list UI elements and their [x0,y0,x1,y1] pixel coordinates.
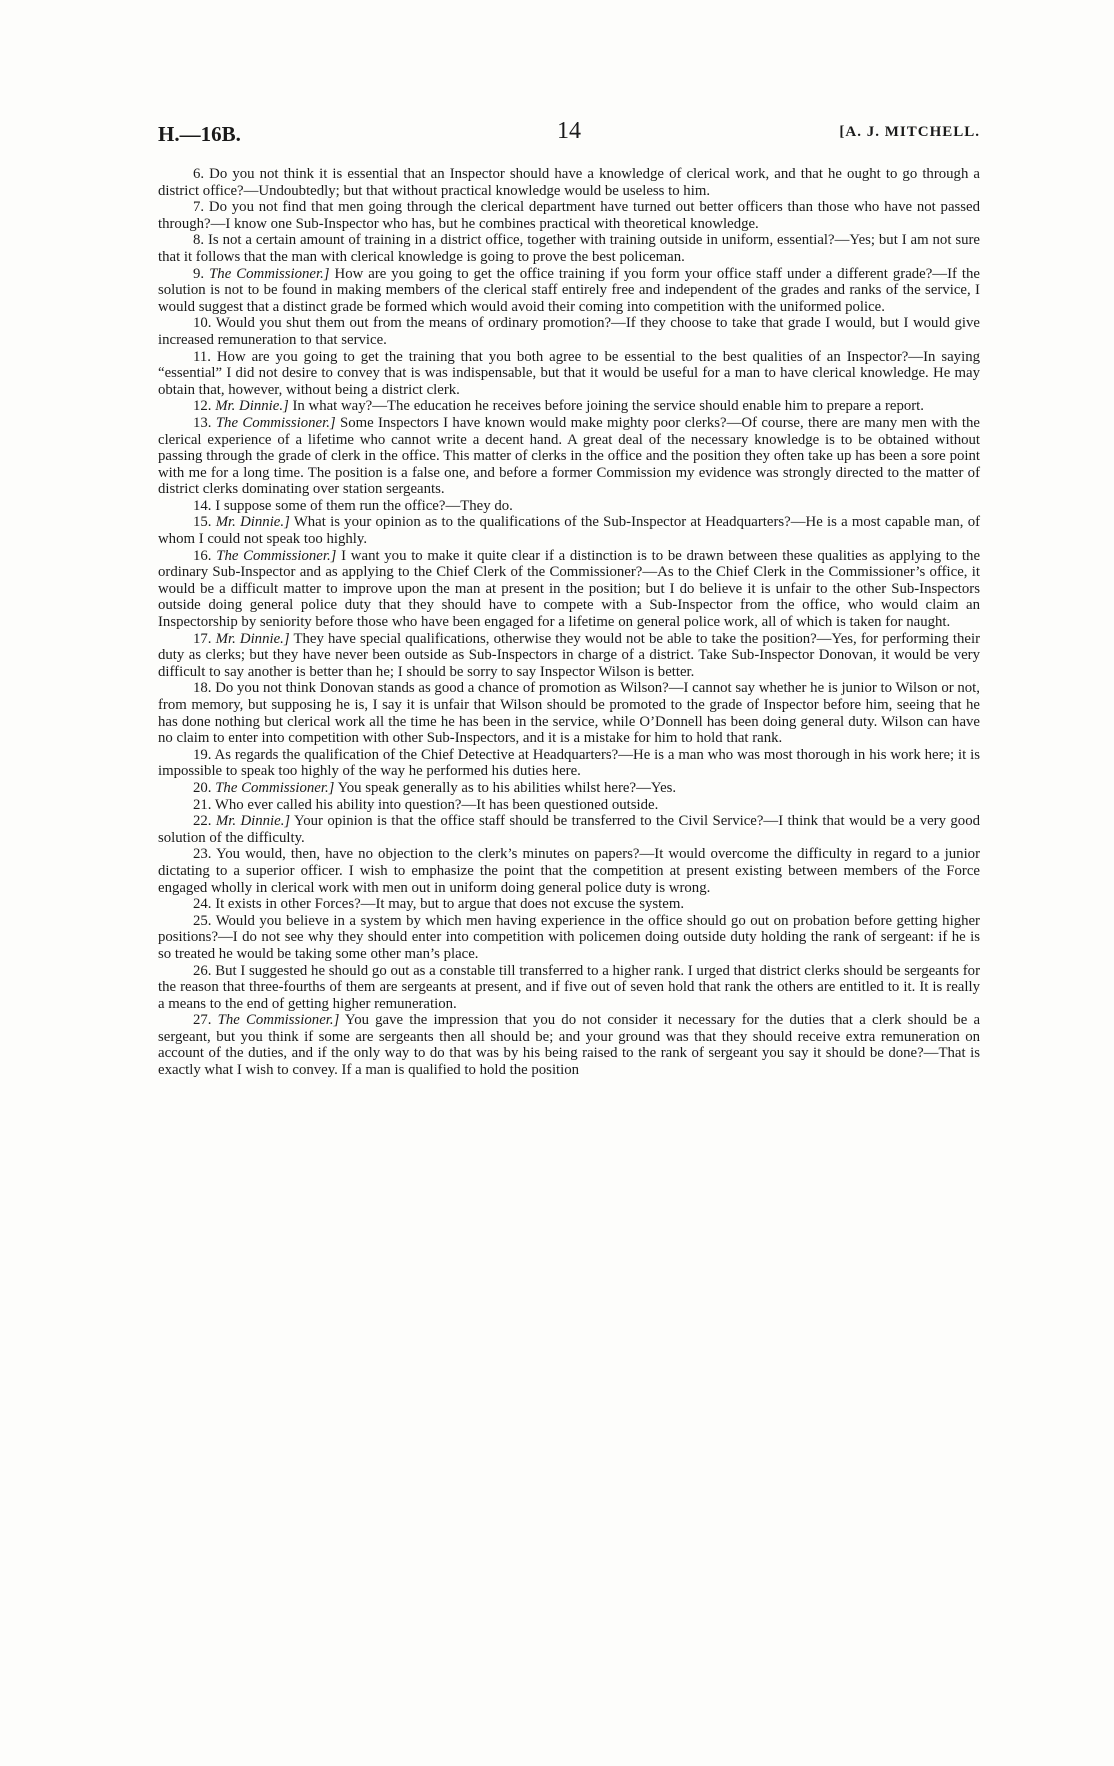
question-paragraph [158,797,980,814]
question-number: 16. [193,547,217,564]
paragraph-text: In what way?—The education he receives before joining the service should enable him to prepare a report. [292,398,924,415]
question-number: 12. [193,398,216,415]
question-paragraph [158,1012,980,1078]
speaker-name: The Commissioner.] [215,779,335,796]
question-paragraph [158,232,980,265]
question-paragraph [158,315,980,348]
speaker-name: Mr. Dinnie.] [215,813,291,830]
paragraph-text: 11. How are you going to get the training that you both agree to be essential to the best qualities of an Inspector?—In saying “essential” I did not desire to convey that is was indispensable, but that it would be useful for a man to have clerical knowledge. He may obtain that, however, without being a district clerk. [158,348,980,398]
speaker-name: The Commissioner.] [209,265,330,282]
paragraph-text: You gave the impression that you do not consider it necessary for the duties that a clerk should be a sergeant, but you think if some are sergeants then all should be; and your ground was that they should receive extra remuneration on account of the duties, and if the only way to do that was by his being raised to the rank of sergeant you say it should be done?—That is exactly what I wish to convey. If a man is qualified to hold the position [158,1012,981,1079]
paragraph-text: What is your opinion as to the qualifications of the Sub-Inspector at Headquarters?—He is a most capable man, of whom I could not speak too highly. [158,514,981,548]
paragraph-text: They have special qualifications, otherwise they would not be able to take the position?—Yes, for performing their duty as clerks; but they have never been outside as Sub-Inspectors in charge of a district. Take Sub-Inspector Donovan, it would be very difficult to say another is better than he; I should be sorry to say Inspector Wilson is better. [158,630,981,680]
speaker-name: Mr. Dinnie.] [215,630,290,647]
paragraph-text: 26. But I suggested he should go out as a constable till transferred to a higher rank. I urged that district clerks should be sergeants for the reason that three-fourths of them are sergeants at present, and if five out of seven hold that rank the others are entitled to it. It is really a means to the end of getting higher remuneration. [158,962,980,1012]
question-paragraph [158,199,980,232]
speaker-name: The Commissioner.] [215,414,336,431]
question-number: 22. [193,813,216,830]
witness-name: [A. J. MITCHELL. [839,124,980,140]
series-code: H.—16B. [158,122,241,146]
paragraph-text: 8. Is not a certain amount of training in a district office, together with training outside in uniform, essential?—Yes; but I am not sure that it follows that the man with clerical knowledge is going to prove the best policeman. [158,232,980,265]
paragraph-text: 10. Would you shut them out from the means of ordinary promotion?—If they choose to take that grade I would, but I would give increased remuneration to that service. [158,315,980,348]
paragraph-text: Some Inspectors I have known would make mighty poor clerks?—Of course, there are many men with the clerical experience of a lifetime who cannot write a decent hand. A great deal of the necessary knowledge is to be obtained without passing through the grade of clerk in the office. This matter of clerks in the office and the position they often take up has been a sore point with me for a long time. The position is a false one, and before a former Commission my evidence was strongly directed to the matter of district clerks dominating over station sergeants. [158,414,980,498]
speaker-name: The Commissioner.] [217,1012,340,1029]
paragraph-text: 21. Who ever called his ability into question?—It has been questioned outside. [193,796,659,813]
paragraph-text: You speak generally as to his abilities whilst here?—Yes. [337,779,677,796]
question-paragraph [158,913,980,963]
question-paragraph [158,166,980,199]
question-number: 15. [193,514,216,531]
question-paragraph [158,747,980,780]
paragraph-text: 23. You would, then, have no objection to the clerk’s minutes on papers?—It would overcome the difficulty in regard to a junior dictating to a superior officer. I wish to emphasize the point that the competition at present existing between members of the Force engaged wholly in clerical work with men out in uniform doing general police duty is wrong. [158,846,980,896]
question-paragraph [158,548,980,631]
paragraph-text: Your opinion is that the office staff should be transferred to the Civil Service?—I think that would be a very good solution of the difficulty. [158,813,980,846]
question-paragraph [158,415,980,498]
page-header [158,118,980,152]
document-body [158,166,980,1079]
paragraph-text: 25. Would you believe in a system by which men having experience in the office should go out on probation before getting higher positions?—I do not see why they should enter into competition with policemen doing outside duty holding the rank of sergeant: if he is so treated he would be taking some other man’s place. [158,912,980,962]
paragraph-text: 19. As regards the qualification of the Chief Detective at Headquarters?—He is a man who was most thorough in his work here; it is impossible to speak too highly of the way he performed his duties here. [158,746,980,780]
question-paragraph [158,813,980,846]
question-paragraph [158,846,980,896]
paragraph-text: 24. It exists in other Forces?—It may, but to argue that does not excuse the system. [193,896,685,913]
speaker-name: The Commissioner.] [216,547,337,564]
paragraph-text: 18. Do you not think Donovan stands as good a chance of promotion as Wilson?—I cannot say whether he is junior to Wilson or not, from memory, but supposing he is, I say it is unfair that Wilson should be promoted to the grade of Inspector before him, seeing that he has done nothing but clerical work all the time he has been in the service, while O’Donnell has been doing general duty. Wilson can have no claim to enter into competition with other Sub-Inspectors, and it is a mistake for him to hold that rank. [158,680,980,747]
question-number: 27. [193,1012,218,1029]
question-number: 13. [193,414,216,431]
question-number: 20. [193,779,216,796]
question-number: 9. [193,265,210,282]
question-paragraph [158,266,980,316]
question-paragraph [158,514,980,547]
speaker-name: Mr. Dinnie.] [215,398,289,415]
paragraph-text: 6. Do you not think it is essential that an Inspector should have a knowledge of clerical work, and that he ought to go through a district office?—Undoubtedly; but that without practical knowledge would be useless to him. [158,166,980,199]
paragraph-text: I want you to make it quite clear if a distinction is to be drawn between these qualities as applying to the ordinary Sub-Inspector and as applying to the Chief Clerk of the Commissioner?—As to the Chief Clerk in the Commissioner’s office, it would be a difficult matter to improve upon the man at present in the position; but I do believe it is unfair to the other Sub-Inspectors outside doing general police duty that they should have to compete with a Sub-Inspector from the office, who would claim an Inspectorship by seniority before those who have been engaged for a lifetime on general police work, all of which is taken for naught. [158,547,981,631]
question-paragraph [158,398,980,415]
question-paragraph [158,963,980,1013]
paragraph-text: 14. I suppose some of them run the office?—They do. [193,497,513,514]
question-paragraph [158,498,980,515]
question-paragraph [158,680,980,746]
page-number: 14 [557,118,581,144]
paragraph-text: 7. Do you not find that men going through the clerical department have turned out better officers than those who have not passed through?—I know one Sub-Inspector who has, but he combines practical with theoretical knowledge. [158,199,980,232]
question-paragraph [158,631,980,681]
question-paragraph [158,780,980,797]
paragraph-text: How are you going to get the office training if you form your office staff under a different grade?—If the solution is not to be found in making members of the clerical staff entirely free and independent of the grades and ranks of the service, I would suggest that a distinct grade be formed which would avoid their coming into competition with the uniformed police. [158,265,981,315]
question-number: 17. [193,630,216,647]
question-paragraph [158,896,980,913]
question-paragraph [158,349,980,399]
speaker-name: Mr. Dinnie.] [215,514,290,531]
